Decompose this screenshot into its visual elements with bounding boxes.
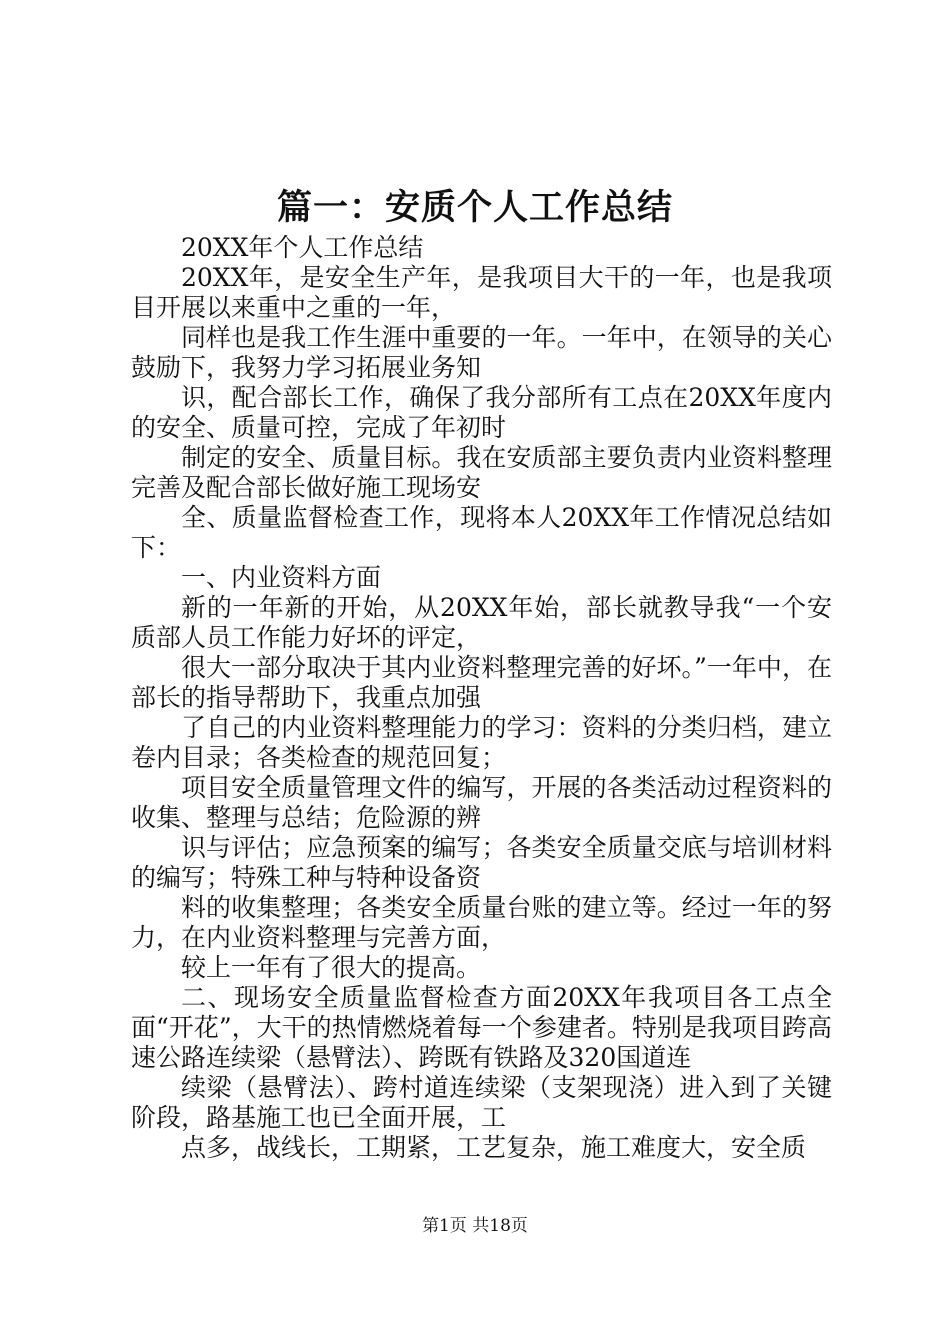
paragraph: 很大一部分取决于其内业资料整理完善的好坏。”一年中，在部长的指导帮助下，我重点加强: [131, 653, 832, 712]
paragraph: 较上一年有了很大的提高。: [181, 953, 482, 982]
paragraph: 新的一年新的开始，从20XX年始，部长就教导我“一个安质部人员工作能力好坏的评定，: [131, 593, 832, 652]
paragraph: 识与评估；应急预案的编写；各类安全质量交底与培训材料的编写；特殊工种与特种设备资: [131, 833, 832, 892]
section-heading: 一、内业资料方面: [181, 563, 382, 592]
page-number: 第1页 共18页: [422, 1216, 528, 1236]
paragraph: 20XX年，是安全生产年，是我项目大干的一年，也是我项目开展以来重中之重的一年，: [131, 263, 832, 322]
paragraph: 制定的安全、质量目标。我在安质部主要负责内业资料整理完善及配合部长做好施工现场安: [131, 443, 832, 502]
document-title: 篇一：安质个人工作总结: [276, 187, 673, 228]
paragraph: 同样也是我工作生涯中重要的一年。一年中，在领导的关心鼓励下，我努力学习拓展业务知: [131, 323, 832, 382]
paragraph: 料的收集整理；各类安全质量台账的建立等。经过一年的努力，在内业资料整理与完善方面，: [131, 893, 832, 952]
paragraph: 了自己的内业资料整理能力的学习：资料的分类归档，建立卷内目录；各类检查的规范回复；: [131, 713, 832, 772]
paragraph: 项目安全质量管理文件的编写，开展的各类活动过程资料的收集、整理与总结；危险源的辨: [131, 773, 832, 832]
paragraph: 识，配合部长工作，确保了我分部所有工点在20XX年度内的安全、质量可控，完成了年初时: [131, 383, 832, 442]
paragraph: 续梁（悬臂法）、跨村道连续梁（支架现浇）进入到了关键阶段，路基施工也已全面开展，工: [131, 1073, 832, 1132]
paragraph: 点多，战线长，工期紧，工艺复杂，施工难度大，安全质: [181, 1133, 807, 1162]
document-body: [131, 233, 832, 1163]
section-heading: 二、现场安全质量监督检查方面20XX年我项目各工点全面“开花”，大干的热情燃烧着每一个参建者。特别是我项目跨高速公路连续梁（悬臂法）、跨既有铁路及320国道连: [131, 983, 832, 1072]
paragraph: 20XX年个人工作总结: [181, 233, 424, 262]
paragraph: 全、质量监督检查工作，现将本人20XX年工作情况总结如下：: [131, 503, 832, 562]
